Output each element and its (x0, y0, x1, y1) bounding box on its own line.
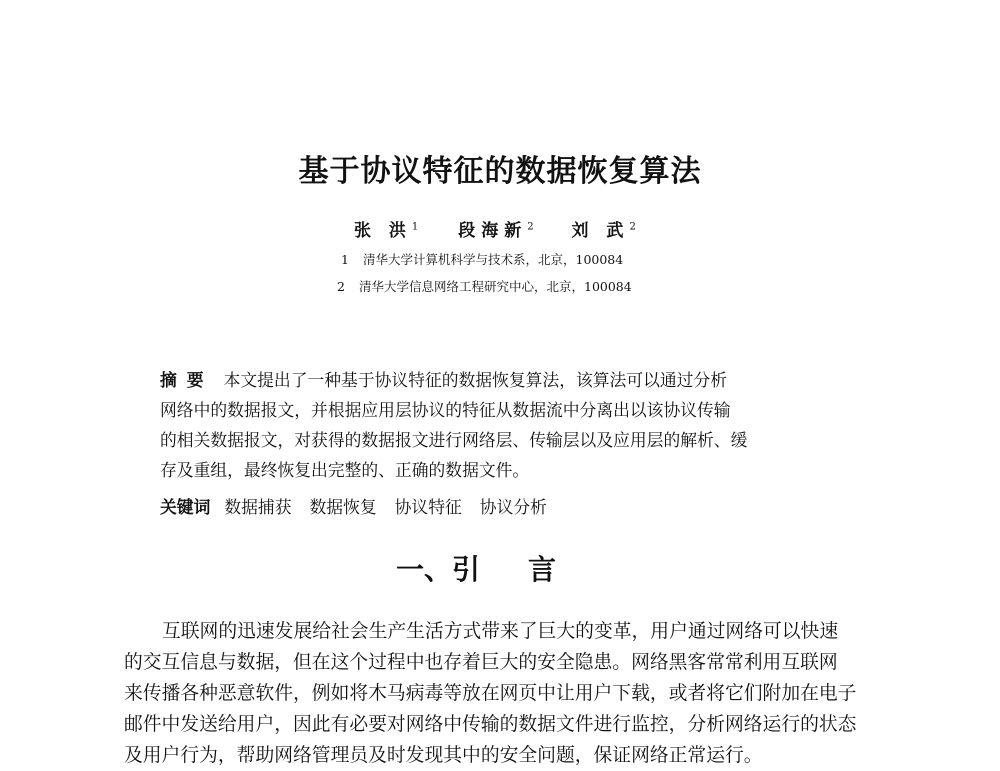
keyword: 数据恢复 (309, 497, 377, 517)
author-name: 刘 武 (571, 221, 630, 241)
author (572, 216, 636, 241)
keyword: 协议分析 (479, 497, 547, 517)
author-affiliation-mark: 1 (411, 221, 419, 233)
affiliation (341, 250, 623, 268)
paper-title: 基于协议特征的数据恢复算法 (298, 154, 702, 189)
affiliation-text: 清华大学信息网络工程研究中心，北京，100084 (359, 279, 632, 294)
abstract-line: 网络中的数据报文，并根据应用层协议的特征从数据流中分离出以该协议传输 (160, 400, 731, 420)
body-line: 的交互信息与数据，但在这个过程中也存着巨大的安全隐患。网络黑客常常利用互联网 (124, 652, 838, 673)
author (354, 216, 418, 241)
body-line: 邮件中发送给用户，因此有必要对网络中传输的数据文件进行监控，分析网络运行的状态 (124, 714, 857, 735)
affiliation-text: 清华大学计算机科学与技术系，北京，100084 (363, 252, 624, 267)
author-affiliation-mark: 2 (527, 221, 534, 233)
keywords (160, 494, 565, 518)
section-title: 引言 (452, 553, 605, 586)
author-name: 段海新 (458, 221, 528, 241)
author-name: 张 洪 (354, 221, 412, 241)
abstract (160, 365, 860, 485)
body-line: 及用户行为，帮助网络管理员及时发现其中的安全问题，保证网络正常运行。 (124, 745, 763, 766)
author (458, 216, 533, 241)
body-paragraph (124, 616, 884, 771)
section-number: 一、 (395, 553, 452, 586)
affiliation (337, 277, 632, 295)
body-line: 互联网的迅速发展给社会生产生活方式带来了巨大的变革，用户通过网络可以快速 (162, 621, 839, 642)
affiliation-number: 1 (341, 252, 349, 267)
abstract-label: 摘要 (160, 370, 214, 390)
abstract-line: 存及重组，最终恢复出完整的、正确的数据文件。 (160, 460, 530, 480)
body-line: 来传播各种恶意软件，例如将木马病毒等放在网页中让用户下载，或者将它们附加在电子 (124, 683, 857, 704)
abstract-line: 的相关数据报文，对获得的数据报文进行网络层、传输层以及应用层的解析、缓 (160, 430, 748, 450)
author-affiliation-mark: 2 (629, 221, 636, 233)
abstract-line (160, 365, 860, 395)
section-heading (0, 548, 1000, 588)
affiliation-number: 2 (337, 279, 345, 294)
keywords-label: 关键词 (160, 497, 211, 517)
author-list (354, 216, 636, 241)
abstract-text: 本文提出了一种基于协议特征的数据恢复算法，该算法可以通过分析 (223, 370, 728, 390)
keyword: 协议特征 (394, 497, 462, 517)
keyword: 数据捕获 (224, 497, 292, 517)
